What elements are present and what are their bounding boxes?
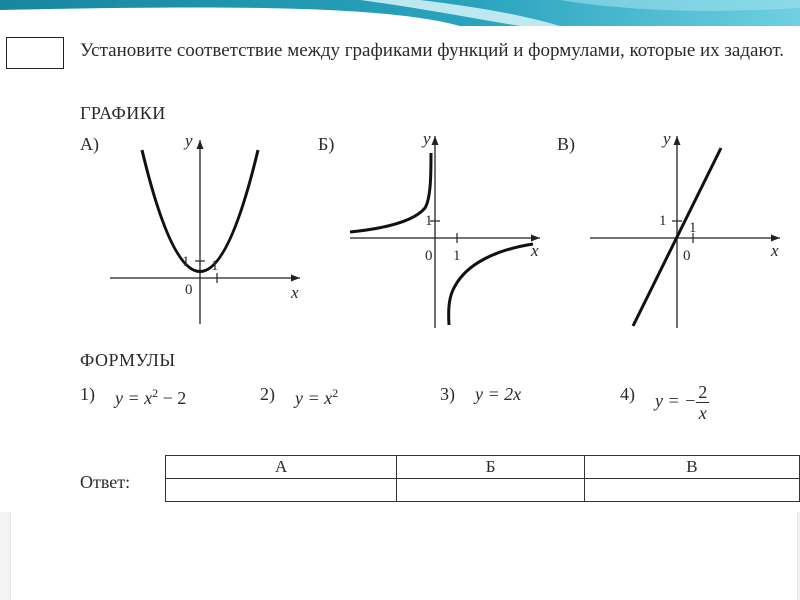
- graph-b-origin: 0: [425, 248, 433, 264]
- formula-1-number: 1): [80, 384, 95, 404]
- graph-b: [345, 128, 550, 333]
- graph-c-x-axis-label: x: [771, 241, 779, 260]
- graph-a-y-tick: 1: [182, 254, 190, 270]
- graph-b-x-tick: 1: [453, 248, 461, 264]
- formula-1: $y = x^2 - 2$: [115, 386, 187, 408]
- graph-b-y-tick: 1: [425, 213, 433, 229]
- formulas-heading: ФОРМУЛЫ: [80, 350, 176, 370]
- formula-4: y = − $\frac{2}{x}$: [655, 382, 708, 423]
- graph-c-x-tick: 1: [689, 220, 697, 236]
- graph-b-x-axis-label: x: [531, 241, 539, 260]
- answer-label: Ответ:: [80, 472, 131, 492]
- formula-4-fraction: $\frac{2}{x}$: [698, 382, 708, 423]
- graph-c-origin: 0: [683, 248, 691, 264]
- formula-3: y = 2x: [475, 384, 522, 404]
- answer-cell-c[interactable]: [584, 479, 799, 502]
- answer-header-c: В: [584, 456, 799, 479]
- formula-2: $y = x^2$: [295, 386, 339, 408]
- graph-b-label: Б): [318, 134, 335, 154]
- answer-cell-a[interactable]: [166, 479, 397, 502]
- header-banner: [0, 0, 800, 26]
- formula-2-number: 2): [260, 384, 275, 404]
- slide-footer-panel: [10, 512, 798, 600]
- graph-a-y-axis-label: y: [185, 131, 193, 150]
- answer-table: [165, 455, 800, 502]
- answer-cell-b[interactable]: [397, 479, 585, 502]
- graph-c: [585, 128, 790, 333]
- answer-header-b: Б: [397, 456, 585, 479]
- graph-a-x-tick: 1: [211, 258, 219, 274]
- graphs-heading: ГРАФИКИ: [80, 103, 166, 123]
- formula-3-number: 3): [440, 384, 455, 404]
- task-text: Установите соответствие между графиками функций и формулами, которые их задают.: [80, 40, 785, 61]
- graph-a: [105, 128, 310, 328]
- graph-b-y-axis-label: y: [423, 129, 431, 148]
- graph-c-y-axis-label: y: [663, 129, 671, 148]
- answer-input-box[interactable]: [6, 37, 64, 69]
- slide-footer-area: [0, 512, 800, 600]
- answer-header-a: А: [166, 456, 397, 479]
- graph-a-x-axis-label: x: [291, 283, 299, 302]
- graph-c-y-tick: 1: [659, 213, 667, 229]
- graph-a-label: А): [80, 134, 99, 154]
- graph-c-label: В): [557, 134, 575, 154]
- graph-a-origin: 0: [185, 282, 193, 298]
- formula-4-number: 4): [620, 384, 635, 404]
